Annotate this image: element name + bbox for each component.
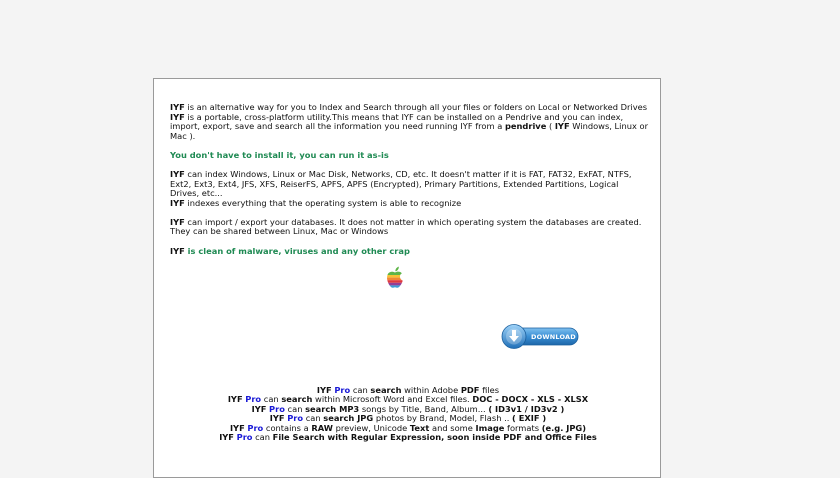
feature-bold: PDF — [460, 385, 480, 395]
feature-text: preview, Unicode — [332, 422, 410, 433]
import-paragraph — [170, 218, 650, 237]
feature-bold: (e.g. JPG) — [541, 422, 587, 433]
brand-name: IYF — [269, 413, 285, 424]
intro-line-2: is a portable, cross-platform utility.This means that IYF can be installed on a Pendrive and you can index, import, export, save and search all the information you need running IYF from a — [170, 111, 624, 132]
brand-name: IYF — [170, 245, 185, 256]
feature-bold: search — [281, 394, 313, 405]
pro-label: Pro — [287, 413, 304, 424]
clean-text: is clean of malware, viruses and any other crap — [184, 245, 410, 256]
feature-text: within Microsoft Word and Excel files. — [312, 394, 473, 405]
brand-name: IYF — [316, 385, 332, 395]
content-panel — [153, 78, 661, 478]
brand-name: IYF — [170, 102, 185, 112]
feature-text: can — [350, 385, 371, 395]
pro-label: Pro — [236, 432, 253, 443]
brand-name: IYF — [554, 121, 570, 132]
clean-paragraph — [170, 247, 650, 257]
index-text: can index Windows, Linux or Mac Disk, Networks, CD, etc. It doesn't matter if it is FAT, FAT32, ExFAT, NTFS, Ext2, Ext3, Ext4, JFS, XFS, ReiserFS, APFS, APFS (Encrypted), Primary Partitions, Extended Partitions, Logical Drives, etc... — [170, 168, 632, 199]
pro-label: Pro — [247, 422, 264, 433]
feature-text: formats — [504, 422, 542, 433]
pro-label: Pro — [269, 403, 285, 414]
feature-text: within Adobe — [401, 385, 461, 395]
pro-features — [154, 386, 662, 442]
index-text-2: indexes everything that the operating system is able to recognize — [184, 197, 462, 208]
feature-text: songs by Title, Band, Album... — [359, 403, 489, 414]
no-install-text: You don't have to install it, you can run it as-is — [170, 149, 389, 160]
feature-bold: File Search with Regular Expression, soon inside PDF and Office Files — [272, 432, 597, 443]
feature-bold: search — [370, 385, 402, 395]
download-label: DOWNLOAD — [531, 333, 576, 341]
brand-name: IYF — [227, 394, 243, 405]
feature-text: can — [303, 413, 324, 424]
description — [170, 103, 650, 266]
brand-name: IYF — [170, 111, 185, 122]
brand-name: IYF — [219, 432, 234, 443]
index-paragraph — [170, 170, 650, 208]
feature-text: can — [284, 403, 306, 414]
intro-text: ( — [546, 121, 555, 132]
apple-logo-icon[interactable] — [385, 265, 405, 289]
intro-paragraph — [170, 103, 650, 141]
feature-text: and some — [429, 422, 476, 433]
pro-label: Pro — [245, 394, 262, 405]
intro-line-1: is an alternative way for you to Index and Search through all your files or folders on Local or Networked Drives — [184, 102, 648, 112]
feature-bold: DOC - DOCX - XLS - XLSX — [472, 394, 589, 405]
feature-bold: RAW — [311, 422, 333, 433]
feature-text: photos by Brand, Model, Flash .. — [373, 413, 513, 424]
feature-bold: search JPG — [323, 413, 374, 424]
brand-name: IYF — [170, 197, 185, 208]
brand-name: IYF — [170, 216, 185, 227]
pendrive-text: pendrive — [504, 121, 547, 132]
feature-bold: search MP3 — [305, 403, 360, 414]
import-text: can import / export your databases. It does not matter in which operating system the databases are created. They can be shared between Linux, Mac or Windows — [170, 216, 642, 237]
feature-bold: ( EXIF ) — [512, 413, 547, 424]
feature-bold: ( ID3v1 / ID3v2 ) — [488, 403, 565, 414]
brand-name: IYF — [170, 168, 185, 179]
feature-text: contains a — [263, 422, 312, 433]
intro-text: Windows, Linux or Mac ). — [170, 121, 649, 141]
brand-name: IYF — [229, 422, 245, 433]
feature-bold: Image — [475, 422, 505, 433]
download-button[interactable] — [501, 324, 579, 350]
brand-name: IYF — [251, 403, 267, 414]
feature-text: can — [261, 394, 282, 405]
feature-text: can — [252, 432, 273, 443]
feature-line — [154, 433, 662, 442]
feature-bold: Text — [409, 422, 430, 433]
feature-text: files — [479, 385, 500, 395]
download-arrow-icon — [507, 329, 521, 344]
pro-label: Pro — [334, 385, 351, 395]
